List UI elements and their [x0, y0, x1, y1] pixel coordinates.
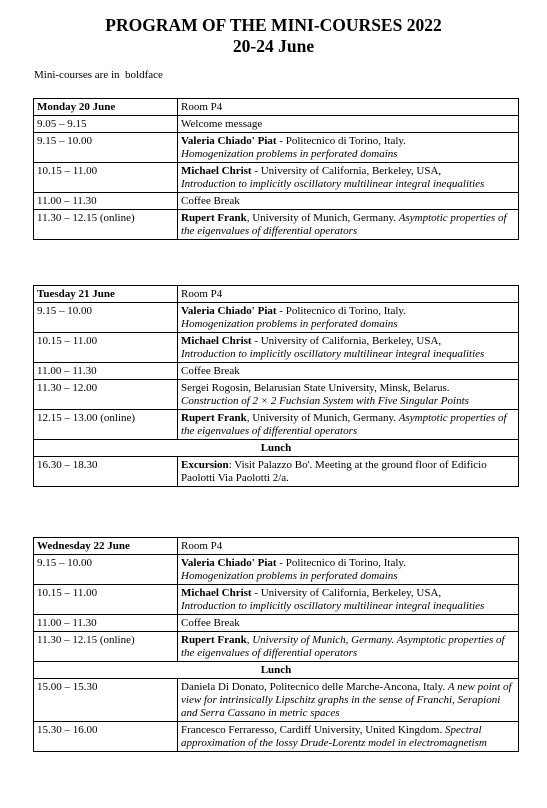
table-row — [34, 363, 519, 380]
talk-title: Asymptotic properties of the eigenvalues of differential operators — [181, 412, 507, 437]
time-cell: 16.30 – 18.30 — [34, 457, 178, 487]
session-cell — [178, 133, 519, 163]
room-label: Room P4 — [178, 538, 519, 555]
table-row — [34, 163, 519, 193]
speaker-affiliation: Francesco Ferraresso, Cardiff University, United Kingdom. — [181, 724, 445, 736]
table-row — [34, 303, 519, 333]
time-cell: 11.30 – 12.00 — [34, 380, 178, 410]
speaker-name: Rupert Frank — [181, 634, 247, 646]
table-row — [34, 722, 519, 752]
day-label: Tuesday 21 June — [34, 286, 178, 303]
time-cell: 9.05 – 9.15 — [34, 116, 178, 133]
session-cell — [178, 632, 519, 662]
time-cell: 15.00 – 15.30 — [34, 679, 178, 722]
table-row — [34, 380, 519, 410]
time-cell: 15.30 – 16.00 — [34, 722, 178, 752]
time-cell: 10.15 – 11.00 — [34, 333, 178, 363]
session-cell — [178, 303, 519, 333]
table-row — [34, 679, 519, 722]
speaker-affiliation: - Politecnico di Torino, Italy. — [276, 135, 406, 147]
speaker-name: Michael Christ — [181, 587, 252, 599]
time-cell: 11.00 – 11.30 — [34, 615, 178, 632]
table-row — [34, 116, 519, 133]
session-cell — [178, 163, 519, 193]
table-row — [34, 333, 519, 363]
excursion-label: Excursion — [181, 459, 229, 471]
speaker-name: Michael Christ — [181, 335, 252, 347]
table-row — [34, 457, 519, 487]
wednesday-schedule-table — [33, 537, 519, 752]
time-cell: 12.15 – 13.00 (online) — [34, 410, 178, 440]
talk-title: Construction of 2 × 2 Fuchsian System with Five Singular Points — [181, 395, 469, 407]
table-header-row — [34, 99, 519, 116]
talk-title: Introduction to implicitly oscillatory multilinear integral inequalities — [181, 600, 485, 612]
talk-title: A new point of view for intrinsically Lipschitz graphs in the sense of Franchi, Serapioni and Serra Cassano in metric spaces — [181, 681, 512, 719]
room-label: Room P4 — [178, 99, 519, 116]
talk-title: Asymptotic properties of the eigenvalues of differential operators — [181, 212, 507, 237]
session-cell — [178, 380, 519, 410]
talk-title: Homogenization problems in perforated domains — [181, 148, 398, 160]
speaker-affiliation: , — [246, 634, 253, 646]
session-cell — [178, 457, 519, 487]
speaker-name: Michael Christ — [181, 165, 252, 177]
day-label: Wednesday 22 June — [34, 538, 178, 555]
table-row — [34, 632, 519, 662]
monday-schedule-table — [33, 98, 519, 240]
table-row — [34, 193, 519, 210]
speaker-name: Valeria Chiado' Piat — [181, 305, 277, 317]
talk-title: Homogenization problems in perforated domains — [181, 570, 398, 582]
time-cell: 9.15 – 10.00 — [34, 555, 178, 585]
speaker-name: Valeria Chiado' Piat — [181, 135, 277, 147]
table-row — [34, 615, 519, 632]
time-cell: 11.00 – 11.30 — [34, 193, 178, 210]
day-label: Monday 20 June — [34, 99, 178, 116]
talk-title: University of Munich, Germany. Asymptotic properties of the eigenvalues of differential operators — [181, 634, 505, 659]
speaker-affiliation: - Politecnico di Torino, Italy. — [276, 557, 406, 569]
talk-title: Introduction to implicitly oscillatory multilinear integral inequalities — [181, 348, 485, 360]
session-cell: Coffee Break — [178, 615, 519, 632]
page-title: PROGRAM OF THE MINI-COURSES 2022 — [105, 15, 442, 35]
lunch-label: Lunch — [34, 440, 519, 457]
speaker-affiliation: Daniela Di Donato, Politecnico delle Marche-Ancona, Italy. — [181, 681, 448, 693]
table-row — [34, 585, 519, 615]
tuesday-schedule-table — [33, 285, 519, 487]
speaker-affiliation: - University of California, Berkeley, USA, — [251, 165, 442, 177]
speaker-affiliation: - University of California, Berkeley, USA, — [251, 335, 442, 347]
talk-title: Spectral approximation of the lossy Drude-Lorentz model in electromagnetism — [181, 724, 487, 749]
speaker-affiliation: , University of Munich, Germany. — [246, 412, 399, 424]
session-cell — [178, 333, 519, 363]
session-cell: Welcome message — [178, 116, 519, 133]
table-header-row — [34, 538, 519, 555]
talk-title: Introduction to implicitly oscillatory multilinear integral inequalities — [181, 178, 485, 190]
lunch-row — [34, 662, 519, 679]
table-row — [34, 410, 519, 440]
session-cell: Coffee Break — [178, 363, 519, 380]
time-cell: 11.00 – 11.30 — [34, 363, 178, 380]
session-cell — [178, 410, 519, 440]
time-cell: 9.15 – 10.00 — [34, 303, 178, 333]
table-row — [34, 555, 519, 585]
speaker-affiliation: - Politecnico di Torino, Italy. — [276, 305, 406, 317]
excursion-details: : Visit Palazzo Bo'. Meeting at the ground floor of Edificio Paolotti Via Paolotti 2/a. — [181, 459, 487, 484]
session-cell — [178, 585, 519, 615]
speaker-affiliation: Sergei Rogosin, Belarusian State University, Minsk, Belarus. — [181, 382, 450, 394]
table-header-row — [34, 286, 519, 303]
speaker-name: Rupert Frank — [181, 412, 247, 424]
speaker-affiliation: - University of California, Berkeley, USA, — [251, 587, 442, 599]
lunch-row — [34, 440, 519, 457]
time-cell: 11.30 – 12.15 (online) — [34, 632, 178, 662]
speaker-name: Rupert Frank — [181, 212, 247, 224]
session-cell — [178, 722, 519, 752]
time-cell: 11.30 – 12.15 (online) — [34, 210, 178, 240]
lunch-label: Lunch — [34, 662, 519, 679]
time-cell: 10.15 – 11.00 — [34, 163, 178, 193]
date-range: 20-24 June — [232, 36, 315, 56]
speaker-name: Valeria Chiado' Piat — [181, 557, 277, 569]
table-row — [34, 210, 519, 240]
session-cell — [178, 210, 519, 240]
speaker-affiliation: , University of Munich, Germany. — [246, 212, 399, 224]
room-label: Room P4 — [178, 286, 519, 303]
time-cell: 9.15 – 10.00 — [34, 133, 178, 163]
table-row — [34, 133, 519, 163]
session-cell: Coffee Break — [178, 193, 519, 210]
session-cell — [178, 679, 519, 722]
session-cell — [178, 555, 519, 585]
boldface-note: Mini-courses are in boldface — [34, 69, 163, 81]
time-cell: 10.15 – 11.00 — [34, 585, 178, 615]
talk-title: Homogenization problems in perforated domains — [181, 318, 398, 330]
